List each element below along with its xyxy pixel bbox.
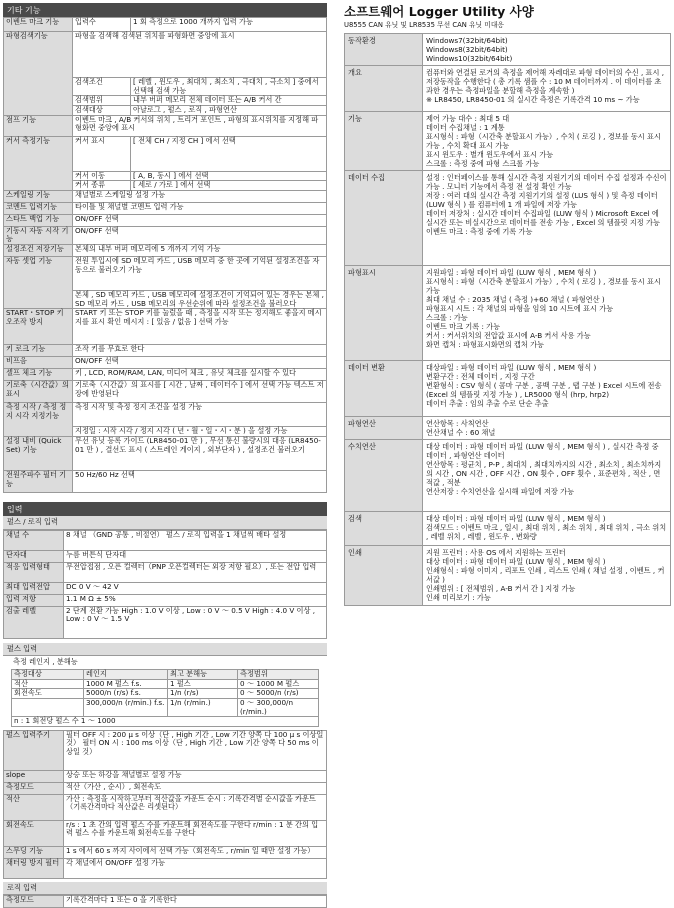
software-subtitle: U8555 CAN 유닛 및 LR8535 무선 CAN 유닛 미대응	[344, 21, 504, 29]
range-cell	[12, 698, 84, 716]
software-line: 표시형식 : 파형（시간축 분할표시 가능）, 수치 ( 로깅 ) , 경보를 동시 표시 가능	[426, 277, 661, 296]
software-line: 파형표시 시트 : 각 채널의 파형을 임의 10 시트에 표시 가능	[426, 304, 614, 314]
spec-value: 측정 시작 및 측정 정지 조건을 설정 가능	[73, 403, 327, 427]
spec-value: 파형을 검색해 검색된 위치를 파형화면 중앙에 표시	[73, 32, 327, 78]
software-line: 대상 데이터 : 파형 데이터 파일 (LUW 형식 , MEM 형식 ) , 실시간 측정 중 데이터 , 파형연산 데이터	[426, 442, 659, 461]
software-row	[345, 171, 671, 266]
software-line: 인쇄형식 : 파형 이미지 , 리포트 인쇄 , 리스트 인쇄 ( 채널 설정 , 이벤트 , 커서값 )	[426, 566, 665, 585]
logic-table	[3, 895, 327, 908]
spec-sublabel: 검색범위	[73, 96, 131, 106]
software-line: Windows7(32bit/64bit)	[426, 36, 508, 46]
spec-value: [ 세로 / 가로 ] 에서 선택	[131, 181, 327, 191]
spec-value: 적산（가산 , 순시）, 회전속도	[64, 782, 327, 794]
pulse-input-title: 펄스 입력	[3, 643, 327, 657]
range-row	[12, 698, 319, 716]
software-line: 연산항목 : 평균치 , P-P , 최대치 , 최대치까지의 시간 , 최소치 , 최소치까지의 시간 , ON 시간 , OFF 시간 , ON 횟수 , OFF 횟수 , 표준편차 , 적산 , 면적값 , 적분	[426, 460, 662, 488]
spec-value: 아날로그 , 펄스 , 로직 , 파형연산	[131, 105, 327, 115]
spec-value: 키 , LCD, ROM/RAM, LAN, 미디어 체크 , 유닛 체크를 실시할 수 있다	[73, 369, 327, 381]
spec-label: 검출 레벨	[4, 606, 64, 638]
range-cell: 1 펄스	[168, 679, 238, 689]
pulse-logic-title: 펄스 / 로직 입력	[3, 516, 327, 530]
spec-row	[4, 770, 327, 782]
spec-label: 파형검색기능	[4, 32, 73, 116]
software-value	[423, 512, 671, 546]
spec-row	[4, 550, 327, 562]
software-row	[345, 66, 671, 112]
spec-sublabel: 커서 종류	[73, 181, 131, 191]
spec-value: 본체의 내부 버퍼 메모리에 5 개까지 기억 가능	[73, 245, 327, 257]
other-functions-table	[3, 17, 327, 493]
software-row	[345, 361, 671, 417]
spec-row	[4, 403, 327, 427]
spec-row	[4, 345, 327, 357]
software-line: 이벤트 마크 : 측정 중에 기록 가능	[426, 227, 533, 237]
spec-value: START 키 또는 STOP 키를 눌렀을 때 , 측정을 시작 또는 정지해도 좋을지 메시지를 표시 확인 메시지 : [ 있음 / 없음 ] 선택 가능	[73, 309, 327, 345]
spec-value: 본체 , SD 메모리 카드 , USB 메모리에 설정조건이 기억되어 있는 경우는 본체 , SD 메모리 카드 , USB 메모리의 우선순위에 따라 설정조건을 불러오다	[73, 291, 327, 309]
software-line: 대상파일 : 파형 데이터 파일 (LUW 형식 , MEM 형식 )	[426, 363, 597, 373]
spec-value: 누름 버튼식 단자대	[64, 550, 327, 562]
input-header: 입력	[3, 502, 327, 516]
spec-sublabel: 커서 표시	[73, 136, 131, 171]
spec-row	[4, 381, 327, 403]
software-line: ※ LR8450, LR8450-01 의 실시간 측정은 기록간격 10 ms ~ 가능	[426, 95, 640, 105]
software-line: 연산저장 : 수치연산을 실시해 파일에 저장 가능	[426, 487, 575, 497]
spec-label: 키 로크 기능	[4, 345, 73, 357]
spec-value: [ 전체 CH / 지정 CH ] 에서 선택	[131, 136, 327, 171]
software-row	[345, 112, 671, 171]
software-row	[345, 417, 671, 440]
range-cell: 1/n (r/s)	[168, 689, 238, 699]
pulse-logic-table	[3, 530, 327, 639]
spec-row	[4, 309, 327, 345]
spec-value: 이벤트 마크 , A/B 커서의 위치 , 트리거 포인트 , 파형의 표시위치를 지정해 파형화면 중앙에 표시	[73, 115, 327, 136]
spec-sublabel: 검색조건	[73, 78, 131, 96]
software-line: 스크롤 : 가능	[426, 313, 468, 323]
software-title: 소프트웨어 Logger Utility 사양	[344, 4, 534, 19]
spec-value: 지정일 : 시작 시각 / 정지 시각 ( 년・월・일・시・분 ) 을 설정 가능	[73, 427, 327, 437]
software-row	[345, 546, 671, 606]
spec-row	[4, 846, 327, 858]
software-label: 검색	[345, 512, 423, 546]
software-label: 인쇄	[345, 546, 423, 606]
software-line: 이벤트 마크 기록 : 가능	[426, 322, 501, 332]
spec-label: 채터링 방지 필터	[4, 858, 64, 878]
software-line: 지원파일 : 파형 데이터 파일 (LUW 형식 , MEM 형식 )	[426, 268, 597, 278]
software-line: 변환형식 : CSV 형식 ( 콤마 구분 , 공백 구분 , 탭 구분 ) Excel 시트에 전송 (Excel 의 템플릿 지정 가능 ) , LR5000 형식 (hrp, hrp2)	[426, 381, 662, 400]
logic-input-title: 로직 입력	[3, 882, 327, 896]
range-note: n : 1 회전당 펄스 수 1 ～ 1000	[12, 717, 319, 727]
pulse-table	[3, 730, 327, 879]
spec-value: 무전압접점 , 오픈 컬렉터（PNP 오픈컬렉터는 외장 저항 필요）, 또는 전압 입력	[64, 562, 327, 582]
spec-row	[4, 794, 327, 820]
spec-row	[4, 730, 327, 770]
spec-row	[4, 437, 327, 471]
spec-label: 설정조건 저장기능	[4, 245, 73, 257]
software-value	[423, 417, 671, 440]
spec-value: r/s : 1 초 간의 입력 펄스 수를 카운트해 회전속도를 구한다 r/min : 1 분 간의 입력 펄스 수를 카운트해 회전속도를 구한다	[64, 820, 327, 846]
left-column	[3, 3, 327, 908]
range-table	[11, 669, 319, 727]
spec-row	[4, 32, 327, 78]
spec-value: 각 채널에서 ON/OFF 설정 가능	[64, 858, 327, 878]
software-label: 수치연산	[345, 440, 423, 512]
software-line: 인쇄범위 : [ 전체범위 , A-B 커서 간 ] 지정 가능	[426, 584, 576, 594]
software-line: 검색모드 : 이벤트 마크 , 일시 , 최대 위치 , 최소 위치 , 최대 위치 , 극소 위치 , 레벨 위치 , 레벨 , 윈도우 , 변화량	[426, 523, 667, 542]
spec-label: 비프음	[4, 357, 73, 369]
spec-row	[4, 606, 327, 638]
software-line: 변환구간 : 전체 데이터 , 지정 구간	[426, 372, 535, 382]
software-line: 데이터 저장처 : 실시간 데이터 수집파일 (LUW 형식 ) Microsoft Excel 에 실시간 또는 비실시간으로 데이터를 전송 가능 , Excel 의 템플릿 지정 가능	[426, 209, 660, 228]
range-header: 측정대상	[12, 669, 84, 679]
range-header: 측정범위	[238, 669, 319, 679]
spec-label: 회전속도	[4, 820, 64, 846]
spec-label: 측정모드	[4, 896, 64, 908]
spec-value: 50 Hz/60 Hz 선택	[73, 471, 327, 493]
software-line: 표시형식 : 파형（시간축 분할표시 가능）, 수치 ( 로깅 ) , 경보를 동시 표시 가능 , 수치 확대 표시 가능	[426, 132, 661, 151]
software-label: 동작환경	[345, 34, 423, 66]
range-caption: 측정 레인지 , 분해능	[13, 657, 78, 667]
range-row	[12, 689, 319, 699]
spec-value: 기로축（시간값）의 표시를 [ 시간 , 날짜 , 데이터수 ] 에서 선택 가능 텍스트 저장에 반영된다	[73, 381, 327, 403]
spec-label: 입력 저항	[4, 594, 64, 606]
software-line: 인쇄 미리보기 : 가능	[426, 593, 491, 603]
software-line: Windows10(32bit/64bit)	[426, 54, 513, 64]
software-label: 파형표시	[345, 266, 423, 361]
spec-value: 무선 유닛 등록 가이드 (LR8450-01 만 ) , 무선 통신 불량시의 대응 (LR8450-01 만 ) , 결선도 표시 ( 스트레인 게이지 , 외부단자 ) , 설정조건 불러오기	[73, 437, 327, 471]
spec-value: ON/OFF 선택	[73, 357, 327, 369]
software-value	[423, 266, 671, 361]
spec-label: 채널 수	[4, 530, 64, 550]
spec-value: ON/OFF 선택	[73, 214, 327, 226]
range-cell: 0 ～ 1000 M 펄스	[238, 679, 319, 689]
spec-row	[4, 594, 327, 606]
software-line: 제어 가능 대수 : 최대 5 대	[426, 114, 510, 124]
spec-sublabel: 커서 이동	[73, 171, 131, 181]
software-line: 연산항목 : 사칙연산	[426, 419, 489, 429]
software-row	[345, 512, 671, 546]
range-cell: 1/n (r/min.)	[168, 698, 238, 716]
spec-label: 전원주파수 필터 기능	[4, 471, 73, 493]
software-label: 개요	[345, 66, 423, 112]
software-line: 대상 데이터 : 파형 데이터 파일 (LUW 형식 , MEM 형식 )	[426, 514, 606, 524]
spec-row	[4, 202, 327, 214]
spec-row	[4, 245, 327, 257]
spec-value: 상승 또는 하강을 채널별로 설정 가능	[64, 770, 327, 782]
software-line: 대상 데이터 : 파형 데이터 파일 (LUW 형식 , MEM 형식 )	[426, 557, 606, 567]
spec-row	[4, 369, 327, 381]
software-line: 표시 윈도우 : 별개 윈도우에서 표시 가능	[426, 150, 554, 160]
right-column	[344, 3, 671, 606]
spec-row	[4, 782, 327, 794]
spec-row	[4, 858, 327, 878]
spec-value: 2 단계 전환 가능 High : 1.0 V 이상 , Low : 0 V ～ 0.5 V High : 4.0 V 이상 , Low : 0 V ～ 1.5 V	[64, 606, 327, 638]
software-label: 데이터 수집	[345, 171, 423, 266]
software-line: 연산채널 수 : 60 채널	[426, 428, 496, 438]
spec-value: ON/OFF 선택	[73, 226, 327, 244]
spec-sublabel: 검색대상	[73, 105, 131, 115]
spec-label: 점프 기능	[4, 115, 73, 136]
software-label: 데이터 변환	[345, 361, 423, 417]
software-line: 스크롤 : 측정 중에 파형 스크롤 가능	[426, 159, 540, 169]
spec-row	[4, 582, 327, 594]
software-line: 화면 캡처 : 파형표시화면의 캡처 가능	[426, 340, 544, 350]
software-value	[423, 361, 671, 417]
software-line: 데이터 수집채널 : 1 계통	[426, 123, 505, 133]
spec-value: 가산 : 측정을 시작하고부터 적산값을 카운트 순시 : 기록간격별 순시값을 카운트（기록간격마다 적산값은 리셋된다）	[64, 794, 327, 820]
spec-row	[4, 562, 327, 582]
spec-label: 적산	[4, 794, 64, 820]
range-cell: 0 ～ 5000/n (r/s)	[238, 689, 319, 699]
spec-label: 측정모드	[4, 782, 64, 794]
software-value	[423, 546, 671, 606]
spec-label: slope	[4, 770, 64, 782]
software-value	[423, 171, 671, 266]
spec-label: 최대 입력전압	[4, 582, 64, 594]
spec-value: 1 s 에서 60 s 까지 사이에서 선택 가능（회전속도 , r/min 일 때만 설정 가능）	[64, 846, 327, 858]
software-row	[345, 440, 671, 512]
spec-label: 단자대	[4, 550, 64, 562]
spec-label: 기동시 자동 시작 기능	[4, 226, 73, 244]
software-table	[344, 33, 671, 606]
spec-row	[4, 190, 327, 202]
spec-row	[4, 530, 327, 550]
software-label: 기능	[345, 112, 423, 171]
spec-row	[4, 357, 327, 369]
spec-label: START・STOP 키 오조작 방지	[4, 309, 73, 345]
spec-row	[4, 896, 327, 908]
software-line: 지원 프린터 : 사용 OS 에서 지원하는 프린터	[426, 548, 566, 558]
spec-row	[4, 471, 327, 493]
spec-label: 적응 입력형태	[4, 562, 64, 582]
spec-label: 커서 측정기능	[4, 136, 73, 190]
spec-value: 기록간격마다 1 또는 0 을 기록한다	[64, 896, 327, 908]
spec-row	[4, 226, 327, 244]
spec-label: 기로축（시간값）의 표시	[4, 381, 73, 403]
software-line: 커서 : 커서위치의 전압값 표시에 A-B 커서 사용 가능	[426, 331, 591, 341]
spec-label: 이벤트 마크 기능	[4, 18, 73, 32]
software-value	[423, 66, 671, 112]
software-label: 파형연산	[345, 417, 423, 440]
range-header: 레인지	[84, 669, 168, 679]
spec-value: 1 회 측정으로 1000 개까지 입력 가능	[131, 18, 327, 32]
spec-value: 필터 OFF 시 : 200 μ s 이상（단 , High 기간 , Low 기간 양쪽 다 100 μ s 이상일 것） 필터 ON 시 : 100 ms 이상（단 , High 기간 , Low 기간 양쪽 다 50 ms 이상일 것）	[64, 730, 327, 770]
software-line: 설정 : 인터페이스를 통해 실시간 측정 지원기기의 데이터 수집 설정과 수신이 가능 . 모니터 기능에서 측정 전 설정 확인 가능	[426, 173, 667, 192]
range-cell: 5000/n (r/s) f.s.	[84, 689, 168, 699]
range-note-row	[12, 717, 319, 727]
software-line: 컴퓨터와 연결된 로거의 측정을 제어해 자레대로 파형 데이터의 수신 , 표시 , 저장동작을 수행한다 ( 총 기록 샘플 수 : 10 M 데이터까지 . 이 데이터를 초과한 경우는 측정파일을 분할해 측정을 계속함 )	[426, 68, 664, 96]
spec-value: [ A, B, 동시 ] 에서 선택	[131, 171, 327, 181]
software-value	[423, 34, 671, 66]
spec-label: 자동 셋업 기능	[4, 257, 73, 309]
spec-label: 스타트 백업 기능	[4, 214, 73, 226]
spec-value: 전원 투입시에 SD 메모리 카드 , USB 메모리 중 한 곳에 기억된 설정조건을 자동으로 불러오기 가능	[73, 257, 327, 291]
spec-value: 조작 키를 무효로 한다	[73, 345, 327, 357]
spec-sublabel: 입력수	[73, 18, 131, 32]
software-row	[345, 34, 671, 66]
spec-label: 스무딩 기능	[4, 846, 64, 858]
spec-label: 설정 내비 (Quick Set) 기능	[4, 437, 73, 471]
spec-row	[4, 115, 327, 136]
software-line: Windows8(32bit/64bit)	[426, 45, 508, 55]
software-row	[345, 266, 671, 361]
spec-value: [ 레벨 , 윈도우 , 최대치 , 최소치 , 극대치 , 극소치 ] 중에서 선택해 검색 가능	[131, 78, 327, 96]
spec-value: DC 0 V ～ 42 V	[64, 582, 327, 594]
range-cell: 1000 M 펄스 f.s.	[84, 679, 168, 689]
spec-value: 1.1 M Ω ± 5%	[64, 594, 327, 606]
spec-value: 타이틀 및 채널별 코멘트 입력 가능	[73, 202, 327, 214]
spec-label: 펄스 입력주기	[4, 730, 64, 770]
range-cell: 적산	[12, 679, 84, 689]
range-cell: 회전속도	[12, 689, 84, 699]
other-functions-header: 기타 기능	[3, 3, 327, 17]
spec-row	[4, 214, 327, 226]
spec-label: 측정 시작 / 측정 정지 시각 지정기능	[4, 403, 73, 437]
spec-label: 셀프 체크 기능	[4, 369, 73, 381]
spec-row	[4, 136, 327, 171]
range-cell: 0 ～ 300,000/n (r/min.)	[238, 698, 319, 716]
range-cell: 300,000/n (r/min.) f.s.	[84, 698, 168, 716]
spec-value: 채널별로 스케일링 설정 가능	[73, 190, 327, 202]
spec-value: 내부 버퍼 메모리 전체 데이터 또는 A/B 커서 간	[131, 96, 327, 106]
software-line: 최대 채널 수 : 2035 채널 ( 측정 )+60 채널 ( 파형연산 )	[426, 295, 605, 305]
range-header: 최고 분해능	[168, 669, 238, 679]
software-line: 저장 : 여러 대의 실시간 측정 지원기기의 설정 (LUS 형식 ) 및 측정 데이터 (LUW 형식 ) 를 컴퓨터에 1 개 파일에 저장 가능	[426, 191, 658, 210]
spec-row	[4, 257, 327, 291]
spec-label: 코멘트 입력기능	[4, 202, 73, 214]
spec-row	[4, 820, 327, 846]
spec-value: 8 채널 （GND 공통 , 비절연） 펄스 / 로직 입력을 1 채널씩 배타 설정	[64, 530, 327, 550]
spec-row	[4, 18, 327, 32]
software-value	[423, 112, 671, 171]
software-value	[423, 440, 671, 512]
software-line: 데이터 추출 : 임의 추출 수로 단순 추출	[426, 399, 549, 409]
spec-label: 스케일링 기능	[4, 190, 73, 202]
